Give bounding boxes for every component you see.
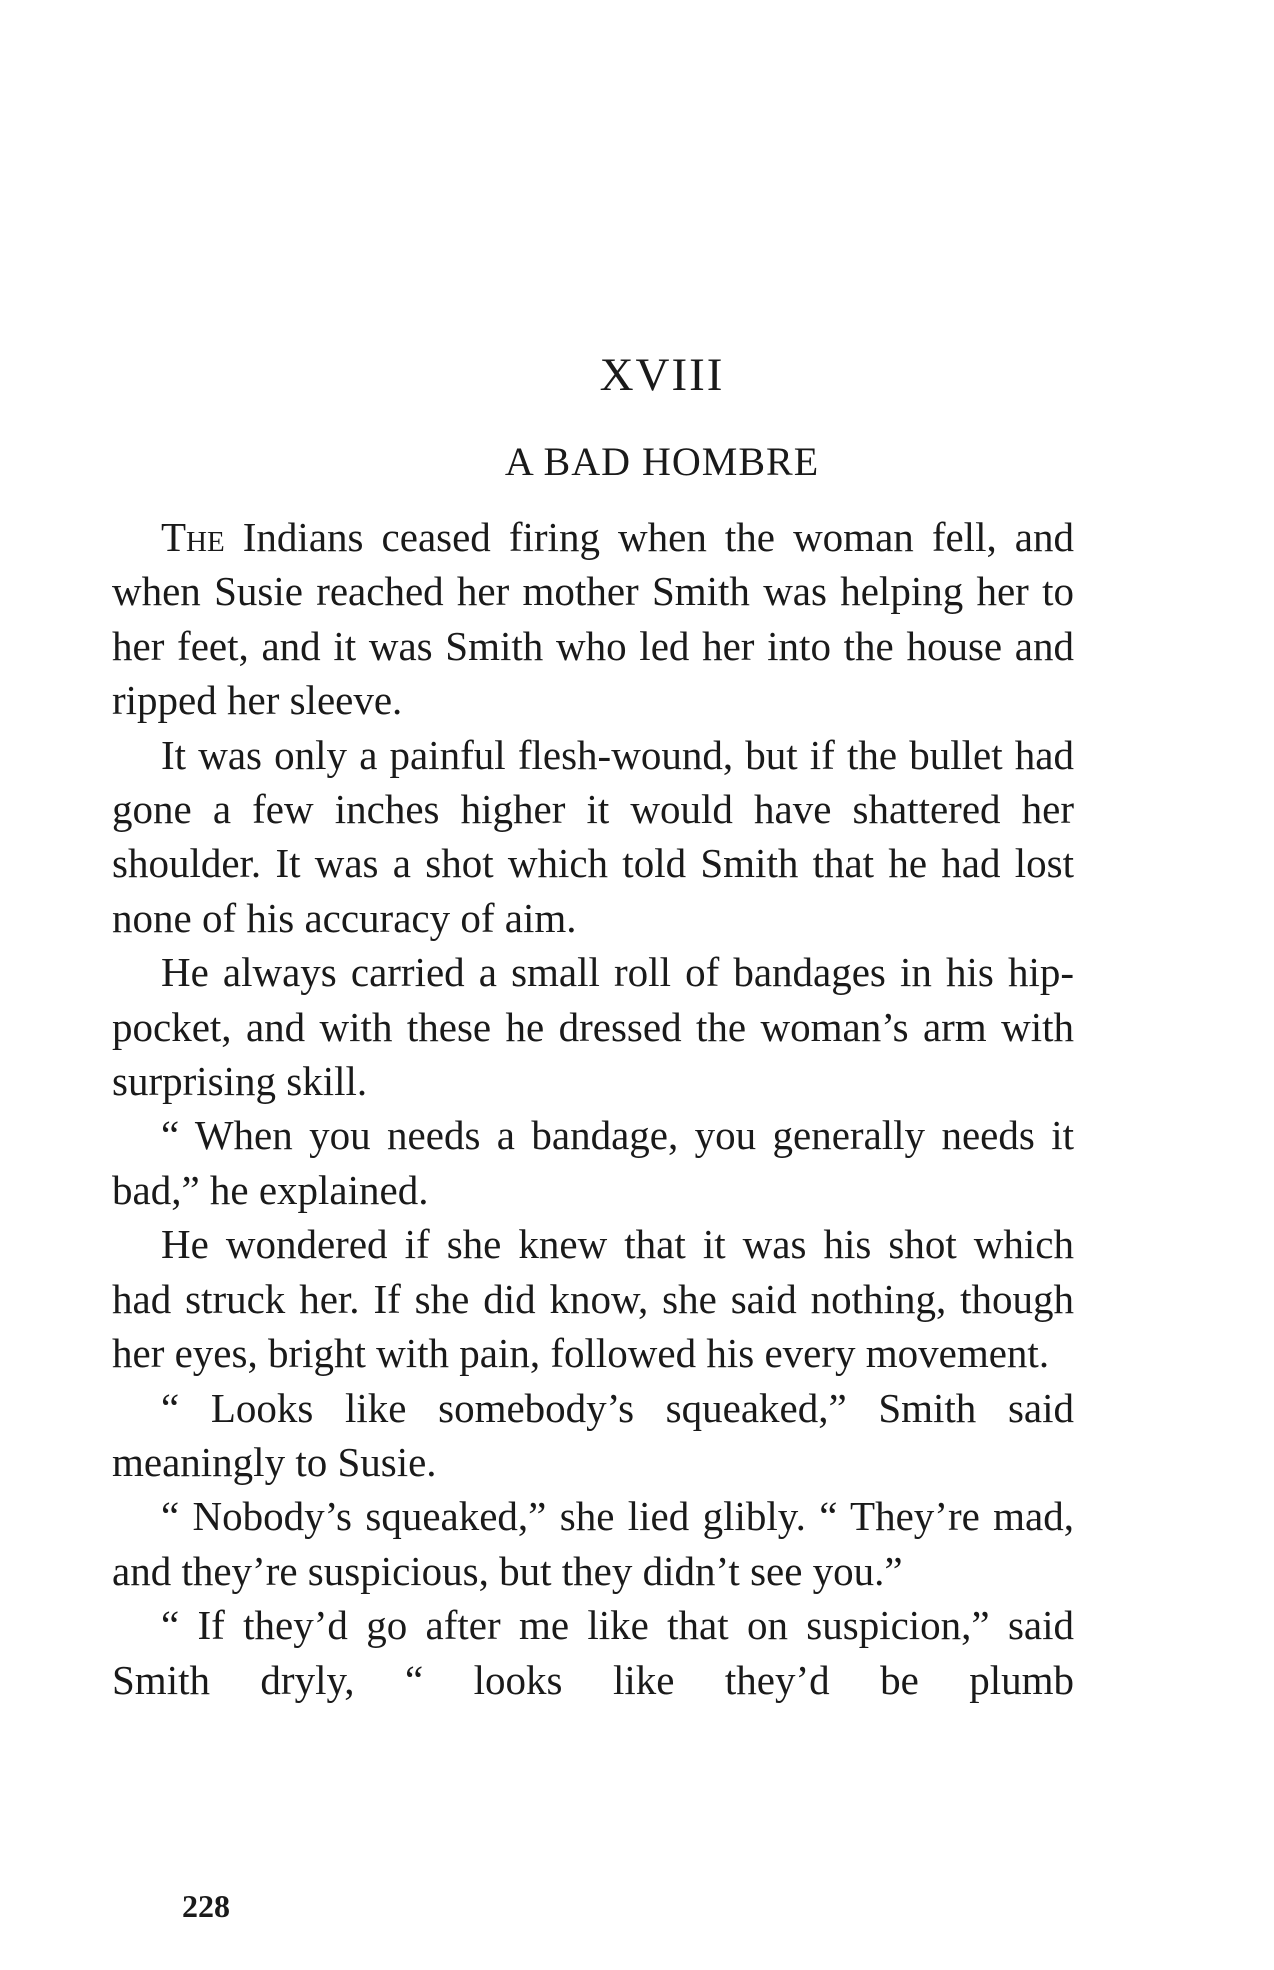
paragraph-8: “ If they’d go after me like that on suspicion,” said Smith dryly, “ looks like they’d be plumb <box>112 1602 1074 1703</box>
paragraph-6: “ Looks like somebody’s squeaked,” Smith said meaningly to Susie. <box>112 1384 1074 1485</box>
paragraph-5: He wondered if she knew that it was his shot which had struck her. If she did know, she said nothing, though her eyes, bright with pain, followed his every movement. <box>112 1221 1074 1377</box>
chapter-number: XVIII <box>599 349 725 401</box>
paragraph-4: “ When you needs a bandage, you generally needs it bad,” he explained. <box>112 1112 1074 1213</box>
chapter-title: A BAD HOMBRE <box>504 439 820 484</box>
paragraph-lead-word: The <box>161 514 225 560</box>
paragraph-7: “ Nobody’s squeaked,” she lied glibly. “ They’re mad, and they’re suspicious, but they didn’t see you.” <box>112 1493 1074 1594</box>
chapter-body <box>112 510 1074 1707</box>
paragraph-3: He always carried a small roll of bandages in his hip-pocket, and with these he dressed the woman’s arm with surprising skill. <box>112 949 1074 1105</box>
paragraph-2: It was only a painful flesh-wound, but if the bullet had gone a few inches higher it would have shattered her shoulder. It was a shot which told Smith that he had lost none of his accuracy of aim. <box>112 731 1074 941</box>
paragraph-text: Indians ceased firing when the woman fell, and when Susie reached her mother Smith was helping her to her feet, and it was Smith who led her into the house and ripped her sleeve. <box>112 514 1074 724</box>
paragraph-1 <box>112 510 1074 728</box>
page-number: 228 <box>182 1888 230 1924</box>
